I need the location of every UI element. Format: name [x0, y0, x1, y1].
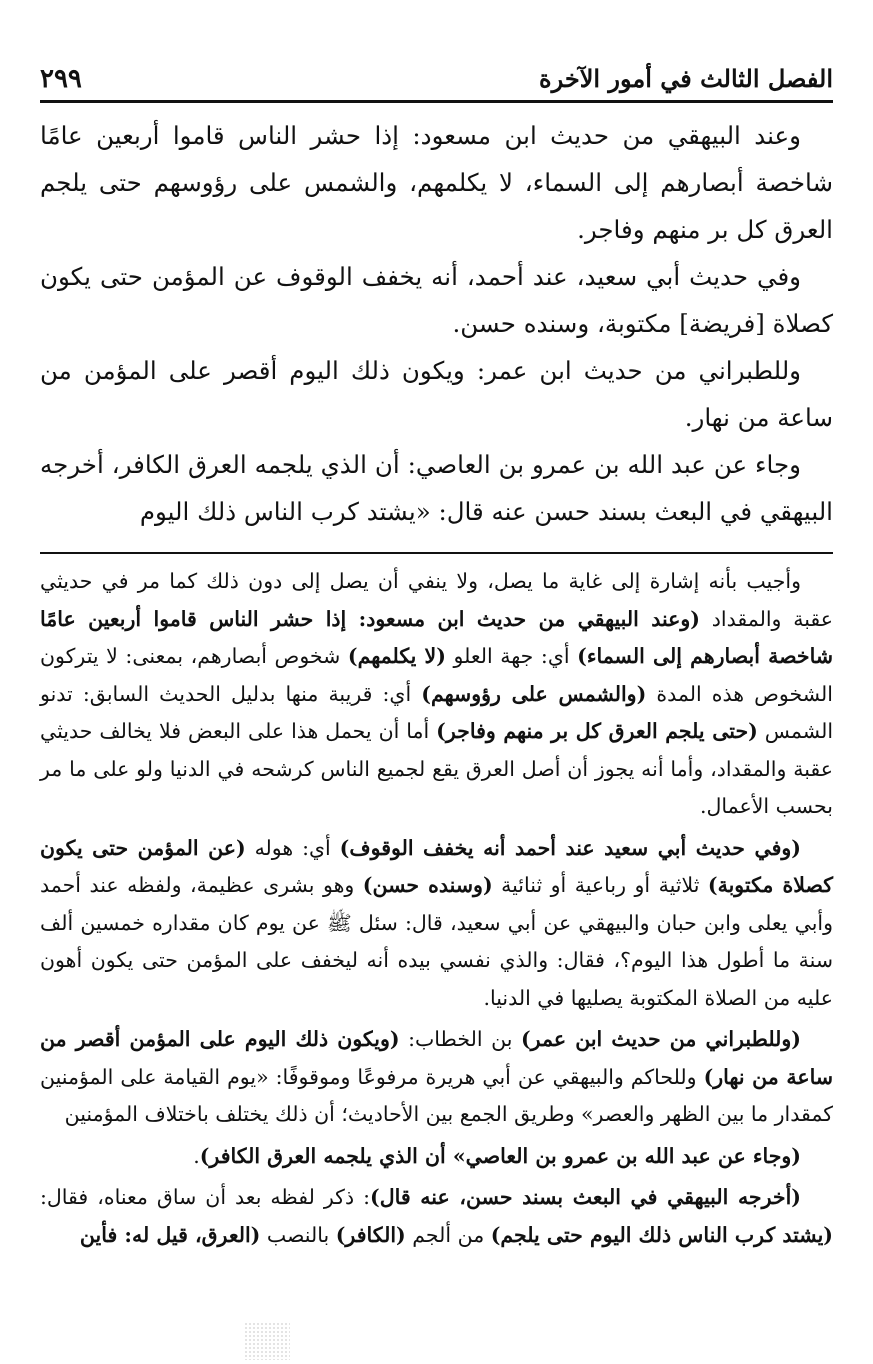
commentary-notes [40, 563, 833, 1254]
note-paragraph-1 [40, 563, 833, 826]
page-number: ٢٩٩ [40, 64, 82, 94]
note-paragraph-5 [40, 1179, 833, 1254]
note-text: من ألجم [405, 1222, 491, 1247]
quoted-text: (العرق، قيل له: فأين [79, 1222, 261, 1247]
note-text: أي: جهة العلو [445, 644, 578, 668]
note-text: ثلاثية أو رباعية أو ثنائية [492, 873, 708, 897]
note-text: بن الخطاب: [399, 1027, 521, 1051]
quoted-text: (يشتد كرب الناس ذلك اليوم حتى يلجم) [490, 1222, 833, 1247]
quoted-text: (عن المؤمن حتى يكون كصلاة مكتوبة) [40, 835, 833, 897]
page-header [40, 50, 833, 103]
main-paragraph-3: وللطبراني من حديث ابن عمر: ويكون ذلك اليوم أقصر على المؤمن من ساعة من نهار. [40, 356, 833, 432]
quoted-text: (وسنده حسن) [362, 873, 493, 897]
note-text: وأجيب بأنه إشارة إلى غاية ما يصل، ولا ينفي أن يصل إلى دون ذلك كما مر في حديثي عقبة والمقداد [40, 569, 834, 631]
quoted-text: (وعند البيهقي من حديث ابن مسعود: إذا حشر الناس قاموا أربعين عامًا شاخصة أبصارهم إلى السماء) [40, 606, 833, 668]
note-text: وهو بشرى عظيمة، ولفظه عند أحمد وأبي يعلى وابن حبان والبيهقي عن أبي سعيد، قال: سئل ﷺ عن يوم كان مقداره خمسين ألف سنة ما أطول هذا اليوم؟، فقال: والذي نفسي بيده أنه ليخفف على المؤمن حتى يكون أهون عليه من الصلاة المكتوبة يصليها في الدنيا. [40, 873, 833, 1010]
note-text: أي: هوله [245, 835, 340, 860]
note-text: . [193, 1143, 200, 1168]
note-paragraph-2 [40, 830, 833, 1018]
quoted-text: (وفي حديث أبي سعيد عند أحمد أنه يخفف الوقوف) [339, 835, 801, 860]
scan-artifact [244, 1322, 290, 1360]
quoted-text: (لا يكلمهم) [347, 644, 446, 668]
quoted-text: (وللطبراني من حديث ابن عمر) [520, 1027, 801, 1051]
main-paragraph-4: وجاء عن عبد الله بن عمرو بن العاصي: أن الذي يلجمه العرق الكافر، أخرجه البيهقي في البعث بسند حسن عنه قال: «يشتد كرب الناس ذلك اليوم [40, 450, 833, 526]
footnote-divider [40, 552, 833, 554]
running-title: الفصل الثالث في أمور الآخرة [539, 64, 833, 93]
note-paragraph-4 [40, 1138, 833, 1176]
note-text: أما أن يحمل هذا على البعض فلا يخالف حديثي عقبة والمقداد، وأما أنه يجوز أن أصل العرق يقع لجميع الناس كرشحه في الدنيا ولو على ما مر بحسب الأعمال. [40, 719, 833, 818]
note-text: : ذكر لفظه بعد أن ساق معناه، فقال: [40, 1185, 371, 1209]
main-paragraph-2: وفي حديث أبي سعيد، عند أحمد، أنه يخفف الوقوف عن المؤمن حتى يكون كصلاة [فريضة] مكتوبة، وسنده حسن. [40, 262, 833, 338]
main-paragraph-1: وعند البيهقي من حديث ابن مسعود: إذا حشر الناس قاموا أربعين عامًا شاخصة أبصارهم إلى السماء، لا يكلمهم، والشمس على رؤوسهم حتى يلجم العرق كل بر منهم وفاجر. [40, 121, 833, 244]
note-text: وللحاكم والبيهقي عن أبي هريرة مرفوعًا وموقوفًا: «يوم القيامة على المؤمنين كمقدار ما بين الظهر والعصر» وطريق الجمع بين الأحاديث؛ أن ذلك يختلف باختلاف المؤمنين [40, 1064, 833, 1126]
quoted-text: (ويكون ذلك اليوم على المؤمن أقصر من ساعة من نهار) [40, 1027, 833, 1089]
quoted-text: (والشمس على رؤوسهم) [421, 681, 647, 706]
quoted-text: (حتى يلجم العرق كل بر منهم وفاجر) [436, 719, 758, 743]
note-text: شخوص أبصارهم، بمعنى: لا يتركون الشخوص هذه المدة [40, 644, 833, 706]
quoted-text: (أخرجه البيهقي في البعث بسند حسن، عنه قال) [370, 1185, 801, 1209]
main-text [40, 112, 833, 535]
note-paragraph-3 [40, 1021, 833, 1134]
quoted-text: (الكافر) [335, 1222, 406, 1247]
quoted-text: (وجاء عن عبد الله بن عمرو بن العاصي» أن الذي يلجمه العرق الكافر) [199, 1143, 801, 1168]
note-text: بالنصب [260, 1222, 336, 1247]
note-text: أي: قريبة منها بدليل الحديث السابق: تدنو الشمس [40, 681, 834, 743]
